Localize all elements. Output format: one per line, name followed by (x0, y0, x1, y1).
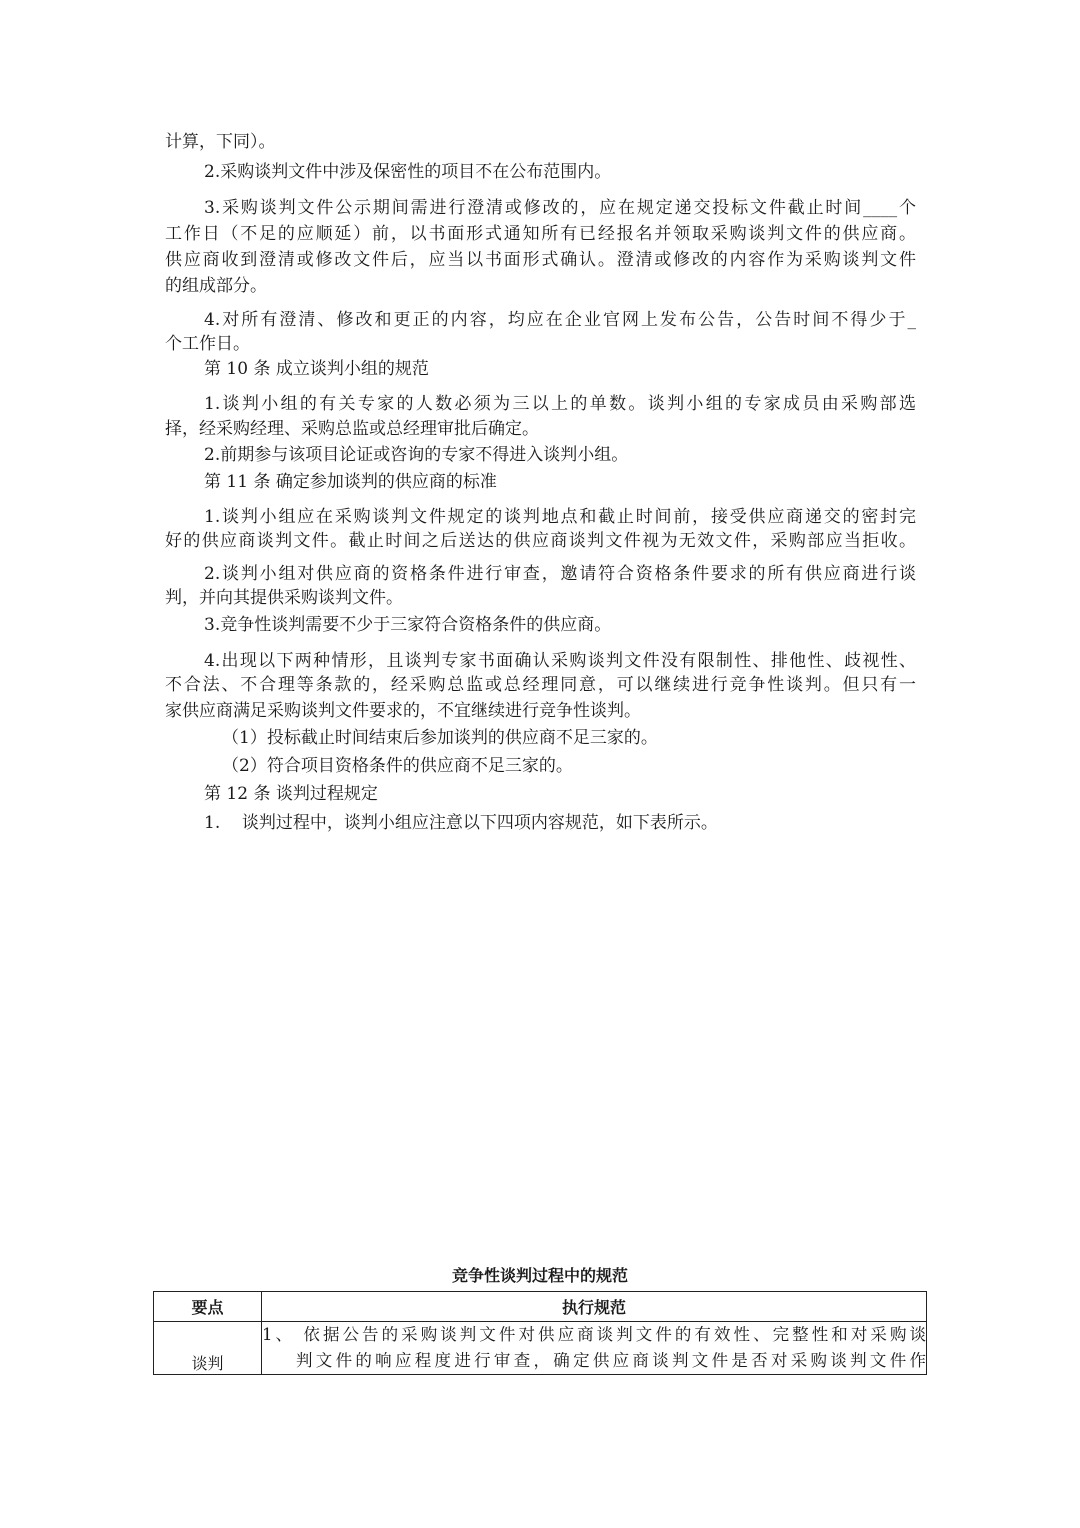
paragraph-line: 4.对所有澄清、修改和更正的内容，均应在企业官网上发布公告，公告时间不得少于_ (204, 310, 916, 330)
paragraph-line: 计算，下同）。 (165, 132, 276, 152)
paragraph-line: 3.采购谈判文件公示期间需进行澄清或修改的，应在规定递交投标文件截止时间____个 (204, 198, 916, 218)
paragraph-line: 判，并向其提供采购谈判文件。 (165, 588, 403, 608)
table-title: 竞争性谈判过程中的规范 (451, 1266, 628, 1285)
table-header-row (154, 1292, 927, 1322)
paragraph-line: 的组成部分。 (165, 276, 267, 296)
paragraph-line: 供应商收到澄清或修改文件后，应当以书面形式确认。澄清或修改的内容作为采购谈判文件 (165, 250, 916, 270)
table-cell-line: 判文件的响应程度进行审查，确定供应商谈判文件是否对采购谈判文件作 (296, 1351, 926, 1370)
table-header-standard: 执行规范 (262, 1292, 927, 1322)
paragraph-line: 1.谈判小组的有关专家的人数必须为三以上的单数。谈判小组的专家成员由采购部选 (204, 394, 916, 414)
paragraph-line: 3.竞争性谈判需要不少于三家符合资格条件的供应商。 (204, 615, 612, 635)
section-heading: 第 11 条 确定参加谈判的供应商的标准 (204, 472, 497, 492)
paragraph-line: 2.采购谈判文件中涉及保密性的项目不在公布范围内。 (204, 162, 612, 182)
paragraph-line: 不合法、不合理等条款的，经采购总监或总经理同意，可以继续进行竞争性谈判。但只有一 (165, 675, 916, 695)
paragraph-line: 个工作日。 (165, 334, 250, 354)
paragraph-line: 1. 谈判过程中，谈判小组应注意以下四项内容规范，如下表所示。 (204, 813, 718, 833)
table-header-keypoint: 要点 (154, 1292, 262, 1322)
table-cell-content (262, 1322, 927, 1375)
paragraph-line: 4.出现以下两种情形，且谈判专家书面确认采购谈判文件没有限制性、排他性、歧视性、 (204, 651, 916, 671)
section-heading: 第 12 条 谈判过程规定 (204, 784, 378, 804)
paragraph-line: 家供应商满足采购谈判文件要求的，不宜继续进行竞争性谈判。 (165, 701, 641, 721)
spec-table (153, 1291, 927, 1375)
paragraph-line: 择，经采购经理、采购总监或总经理审批后确定。 (165, 419, 539, 439)
list-item: （2）符合项目资格条件的供应商不足三家的。 (222, 756, 573, 776)
paragraph-line: 1.谈判小组应在采购谈判文件规定的谈判地点和截止时间前，接受供应商递交的密封完 (204, 507, 916, 527)
section-heading: 第 10 条 成立谈判小组的规范 (204, 359, 429, 379)
table-cell-keypoint: 谈判 (154, 1322, 262, 1375)
paragraph-line: 好的供应商谈判文件。截止时间之后送达的供应商谈判文件视为无效文件，采购部应当拒收。 (165, 531, 916, 551)
table-cell-line: 1、 依据公告的采购谈判文件对供应商谈判文件的有效性、完整性和对采购谈 (262, 1325, 926, 1344)
paragraph-line: 2.谈判小组对供应商的资格条件进行审查，邀请符合资格条件要求的所有供应商进行谈 (204, 564, 916, 584)
paragraph-line: 2.前期参与该项目论证或咨询的专家不得进入谈判小组。 (204, 445, 629, 465)
paragraph-line: 工作日（不足的应顺延）前，以书面形式通知所有已经报名并领取采购谈判文件的供应商。 (165, 224, 916, 244)
list-item: （1）投标截止时间结束后参加谈判的供应商不足三家的。 (222, 728, 658, 748)
table-row (154, 1322, 927, 1375)
